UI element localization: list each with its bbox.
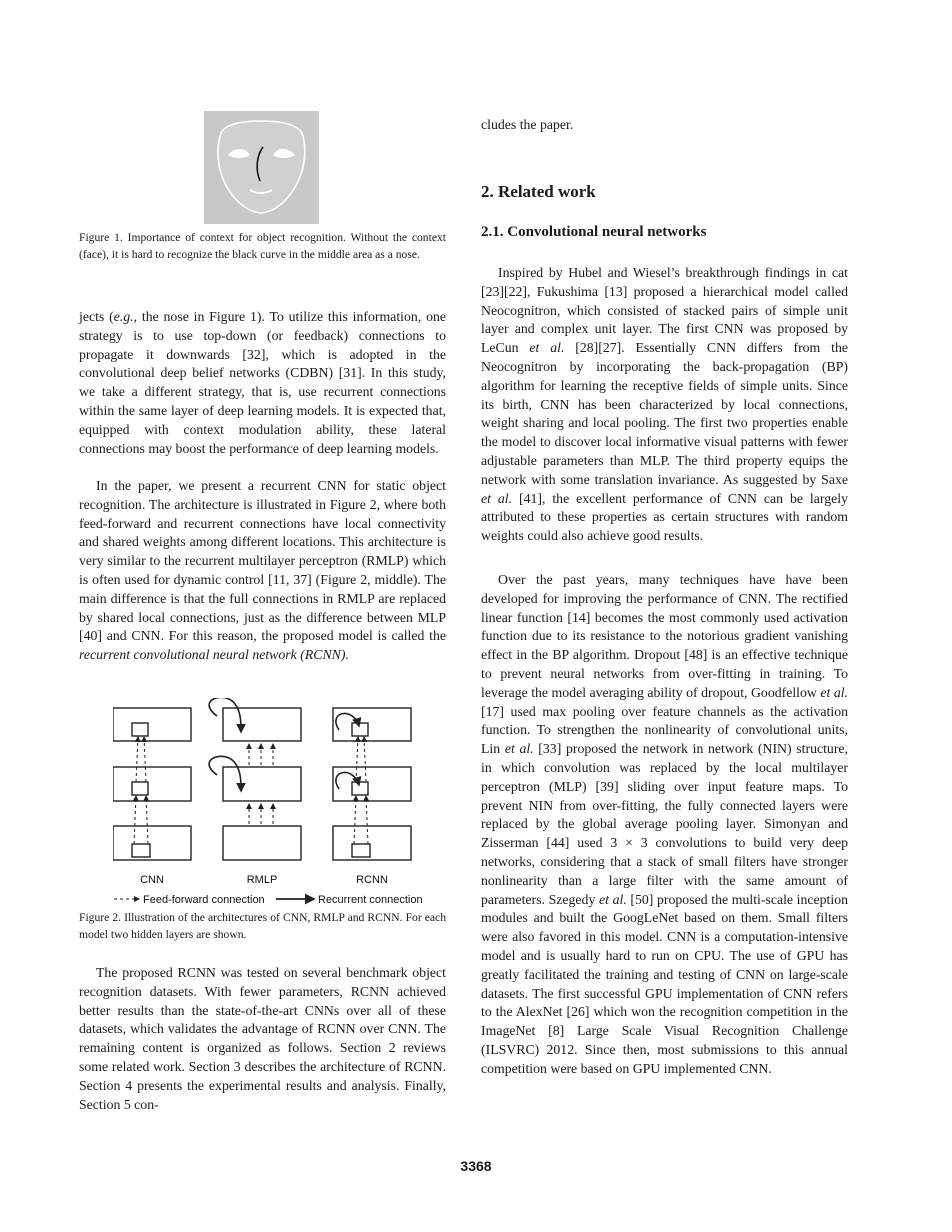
cnn-layer-mid xyxy=(113,767,191,801)
left-p1-text-b: , the nose in Figure 1). To utilize this information, one strategy is to use top-down (or feedback) connections to propagate it downwards [32], which is adopted in the convolutional deep belief networks (CDBN) [31]. In this study, we take a different strategy, that is, use recurrent connections within the same layer of deep learning models. It is expected that, equipped with context modulation ability, these lateral connections may boost the performance of deep learning models. xyxy=(79,309,446,456)
figure2-diagram xyxy=(113,698,443,910)
figure2-caption: Figure 2. Illustration of the architectures of CNN, RMLP and RCNN. For each model two hidden layers are shown. xyxy=(79,911,446,941)
subsection-title: 2.1. Convolutional neural networks xyxy=(481,224,707,240)
right-p1-a: Inspired by Hubel and Wiesel’s breakthrough findings in cat [23][22], Fukushima [13] proposed a hierarchical model called Neocognitron, which consisted of stacked pairs of simple unit layer and complex unit layer. The first CNN was proposed by LeCun xyxy=(481,265,848,356)
left-p1-text-a: jects ( xyxy=(79,309,114,324)
left-p1-em: e.g. xyxy=(113,309,134,324)
left-p2-text: In the paper, we present a recurrent CNN for static object recognition. The architecture is illustrated in Figure 2, where both feed-forward and recurrent connections have local connectivity and shared weights among different locations. This architecture is very similar to the recurrent multilayer perceptron (RMLP) which is often used for dynamic control [11, 37] (Figure 2, middle). The main difference is that the full connections in RMLP are replaced by shared local connections, just as the difference between MLP [40] and CNN. For this reason, the proposed model is called the xyxy=(79,478,446,644)
right-p1-em2: et al. xyxy=(481,490,513,506)
left-paragraph-2 xyxy=(79,477,446,665)
right-p2-a: Over the past years, many techniques have have been developed for improving the performance of CNN. The rectified linear function [14] becomes the most commonly used activation function due to its resistance to the notorious gradient vanishing effect in the BP algorithm. Dropout [48] is an effective technique to prevent neural networks from over-fitting in training. To leverage the model averaging ability of dropout, Goodfellow xyxy=(481,572,848,700)
rmlp-layer-top xyxy=(223,708,301,741)
rcnn-layer-bottom xyxy=(333,826,411,860)
figure2-legend-feedforward: Feed-forward connection xyxy=(143,894,265,906)
cnn-layer-top xyxy=(113,708,191,741)
right-p2-em1: et al. xyxy=(820,684,848,700)
left-paragraph-1 xyxy=(79,308,446,458)
figure2-legend-recurrent: Recurrent connection xyxy=(318,894,423,906)
figure2-label-cnn: CNN xyxy=(140,874,164,886)
cnn-layer-bottom xyxy=(113,826,191,860)
figure1-caption: Figure 1. Importance of context for object recognition. Without the context (face), it is hard to recognize the black curve in the middle area as a nose. xyxy=(79,231,446,261)
figure2-label-rmlp: RMLP xyxy=(246,874,278,886)
right-p2-c: [33] proposed the network in network (NIN) structure, in which convolution was replaced by the local multilayer perceptron (MLP) [39] sliding over input feature maps. To prevent NIN from over-fitting, the fully connected layers were replaced by the global average pooling layer. Simonyan and Zisserman [44] used 3 × 3 convolutions to build very deep networks, considering that a stack of small filters have stronger nonlinearity than a large filter with the same amount of parameters. Szegedy xyxy=(481,741,848,907)
left-p2-em: recurrent convolutional neural network (RCNN). xyxy=(79,647,349,663)
left-paragraph-3: The proposed RCNN was tested on several benchmark object recognition datasets. With fewer parameters, RCNN achieved better results than the state-of-the-art CNNs over all of these datasets, which validates the advantage of RCNN over CNN. The remaining content is organized as follows. Section 2 reviews some related work. Section 3 describes the architecture of RCNN. Section 4 presents the experimental results and analysis. Finally, Section 5 con- xyxy=(79,965,446,1112)
right-p1-b: [28][27]. Essentially CNN differs from the Neocognitron by incorporating the back-propagation (BP) algorithm for learning the receptive fields of simple units. Since its birth, CNN has been characterized by local connections, weight sharing and local pooling. The first two properties enable the model to discover local informative visual patterns with fewer adjustable parameters than MLP. The third property equips the network with some translation invariance. As suggested by Saxe xyxy=(481,340,848,487)
section-title: 2. Related work xyxy=(481,182,596,201)
right-p2-d: [50] proposed the multi-scale inception modules and built the GoogLeNet based on them. Small filters were also favored in this model. CNN is a computation-intensive model and is usually hard to run on CPU. The use of GPU has greatly facilitated the training and testing of CNN on large-scale datasets. The first successful GPU implementation of CNN refers to the AlexNet [26] which won the recognition competition in the ImageNet [8] Large Scale Visual Recognition Challenge (ILSVRC) 2012. Since then, most submissions to this annual competition were based on GPU implemented CNN. xyxy=(481,891,848,1076)
right-p2-em3: et al. xyxy=(598,891,627,907)
right-paragraph-2 xyxy=(481,571,848,1079)
rmlp-layer-mid xyxy=(223,767,301,801)
page-number: 3368 xyxy=(460,1158,492,1174)
right-p2-b: [17] used max pooling over feature channels as the activation function. To strengthen the nonlinearity of convolutional units, Lin xyxy=(481,703,848,757)
figure1-face-image xyxy=(204,111,319,224)
right-p1-c: [41], the excellent performance of CNN can be largely attributed to these properties as certain structures with random weights could also achieve good results. xyxy=(481,490,848,544)
rmlp-layer-bottom xyxy=(223,826,301,860)
right-p1-em1: et al. xyxy=(529,340,565,356)
right-top-line: cludes the paper. xyxy=(481,117,574,132)
right-paragraph-1 xyxy=(481,264,848,546)
figure2-label-rcnn: RCNN xyxy=(356,874,388,886)
right-p2-em2: et al. xyxy=(504,741,534,757)
